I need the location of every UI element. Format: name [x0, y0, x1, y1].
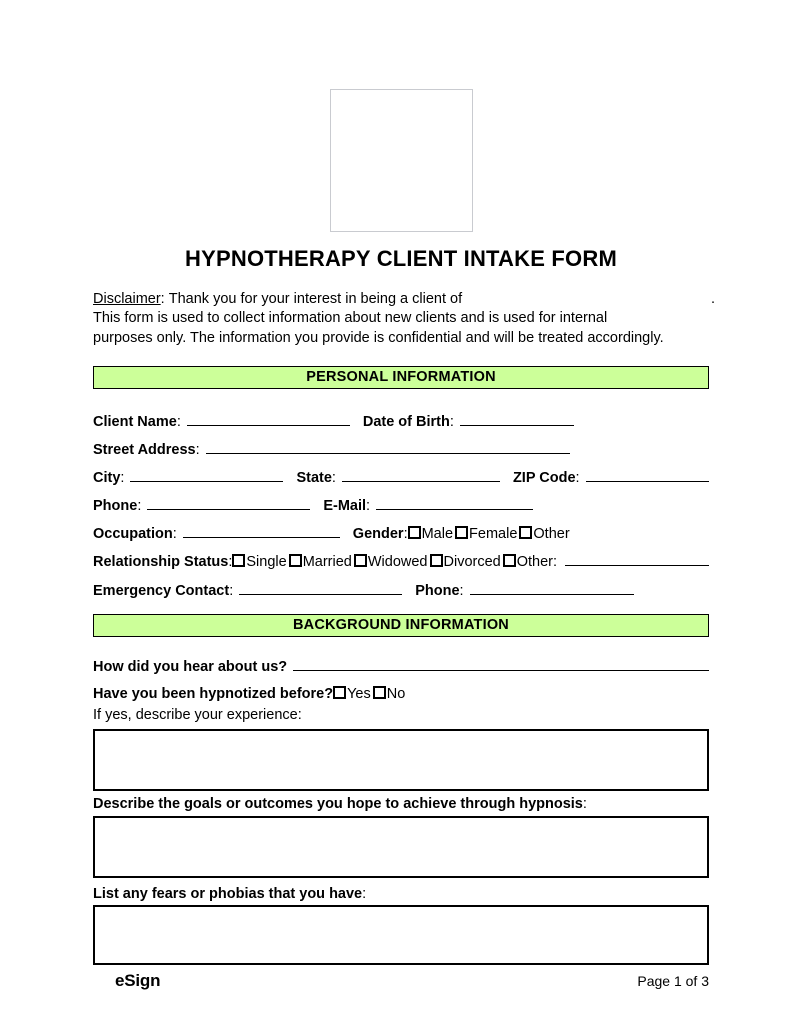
page-title: HYPNOTHERAPY CLIENT INTAKE FORM: [185, 246, 617, 271]
brand-logo-esign: eSign: [115, 971, 161, 990]
checkbox-relationship-other[interactable]: [503, 554, 516, 567]
input-relationship-other[interactable]: [565, 551, 709, 566]
disclaimer-period: .: [710, 291, 715, 307]
input-state[interactable]: [342, 467, 500, 482]
disclaimer-label: Disclaimer: [93, 291, 161, 307]
input-date-of-birth[interactable]: [460, 411, 574, 426]
label-street-address: Street Address:: [93, 442, 200, 458]
label-how-did-you-hear: How did you hear about us?: [93, 659, 288, 675]
textarea-fears-phobias[interactable]: [93, 905, 709, 965]
checkbox-hypnotized-no[interactable]: [373, 686, 386, 699]
disclaimer-text-before: Thank you for your interest in being a client of: [168, 291, 463, 307]
input-phone[interactable]: [147, 495, 310, 510]
checkbox-relationship-divorced[interactable]: [430, 554, 443, 567]
input-emergency-phone[interactable]: [470, 580, 634, 595]
label-relationship-widowed: Widowed: [367, 554, 428, 570]
label-client-name: Client Name:: [93, 414, 181, 430]
row-emergency-contact: [93, 580, 709, 600]
row-phone-email: [93, 495, 709, 515]
disclaimer-line-1: [93, 290, 715, 309]
label-relationship-married: Married: [302, 554, 352, 570]
row-relationship-status: [93, 551, 709, 571]
label-city: City:: [93, 470, 125, 486]
label-goals: Describe the goals or outcomes you hope to achieve through hypnosis:: [93, 796, 587, 812]
checkbox-gender-female[interactable]: [455, 526, 468, 539]
textarea-goals[interactable]: [93, 816, 709, 878]
logo-placeholder-container: [93, 89, 709, 232]
label-fears-phobias: List any fears or phobias that you have:: [93, 886, 367, 902]
label-hypnotized-before: Have you been hypnotized before?: [93, 686, 334, 702]
label-email: E-Mail:: [323, 498, 371, 514]
input-client-name[interactable]: [187, 411, 350, 426]
disclaimer-line-2: This form is used to collect information about new clients and is used for internal: [93, 310, 608, 327]
label-relationship-other: Other:: [516, 554, 558, 570]
row-how-did-you-hear: [93, 656, 709, 676]
label-gender-female: Female: [469, 526, 518, 542]
input-city[interactable]: [130, 467, 283, 482]
row-city-state-zip: [93, 467, 709, 487]
label-state: State:: [296, 470, 336, 486]
checkbox-relationship-married[interactable]: [289, 554, 302, 567]
label-emergency-phone: Phone:: [415, 583, 464, 599]
page-number: Page 1 of 3: [637, 973, 709, 989]
label-gender-male: Male: [421, 526, 454, 542]
textarea-hypnosis-experience[interactable]: [93, 729, 709, 791]
row-client-name-dob: [93, 411, 709, 431]
label-hypnotized-yes: Yes: [347, 686, 371, 702]
checkbox-relationship-widowed[interactable]: [354, 554, 367, 567]
disclaimer-colon: :: [160, 291, 165, 307]
checkbox-gender-other[interactable]: [519, 526, 532, 539]
disclaimer-paragraph: [93, 290, 715, 348]
section-header-personal-information: PERSONAL INFORMATION: [93, 366, 709, 389]
row-hypnotized-before: [93, 685, 709, 705]
checkbox-gender-male[interactable]: [408, 526, 421, 539]
input-how-did-you-hear[interactable]: [293, 656, 709, 671]
input-email[interactable]: [376, 495, 533, 510]
input-emergency-contact[interactable]: [239, 580, 402, 595]
checkbox-hypnotized-yes[interactable]: [333, 686, 346, 699]
label-zip-code: ZIP Code:: [512, 470, 580, 486]
label-relationship-divorced: Divorced: [443, 554, 501, 570]
label-occupation: Occupation:: [93, 526, 177, 542]
input-street-address[interactable]: [206, 439, 570, 454]
section-header-background-information: BACKGROUND INFORMATION: [93, 614, 709, 637]
label-relationship-single: Single: [246, 554, 287, 570]
page-footer: [93, 971, 709, 991]
input-zip-code[interactable]: [586, 467, 709, 482]
label-date-of-birth: Date of Birth:: [362, 414, 454, 430]
logo-placeholder-box[interactable]: [330, 89, 473, 232]
label-gender-other: Other: [533, 526, 570, 542]
label-phone: Phone:: [93, 498, 142, 514]
row-occupation-gender: [93, 523, 709, 543]
disclaimer-line-3: purposes only. The information you provide is confidential and will be treated accordingly.: [93, 329, 664, 346]
label-gender: Gender:: [352, 526, 408, 542]
input-occupation[interactable]: [183, 523, 340, 538]
label-relationship-status: Relationship Status:: [93, 554, 233, 570]
checkbox-relationship-single[interactable]: [232, 554, 245, 567]
label-hypnotized-no: No: [386, 686, 406, 702]
label-emergency-contact: Emergency Contact:: [93, 583, 234, 599]
label-if-yes-describe: If yes, describe your experience:: [93, 707, 302, 723]
row-street-address: [93, 439, 709, 459]
